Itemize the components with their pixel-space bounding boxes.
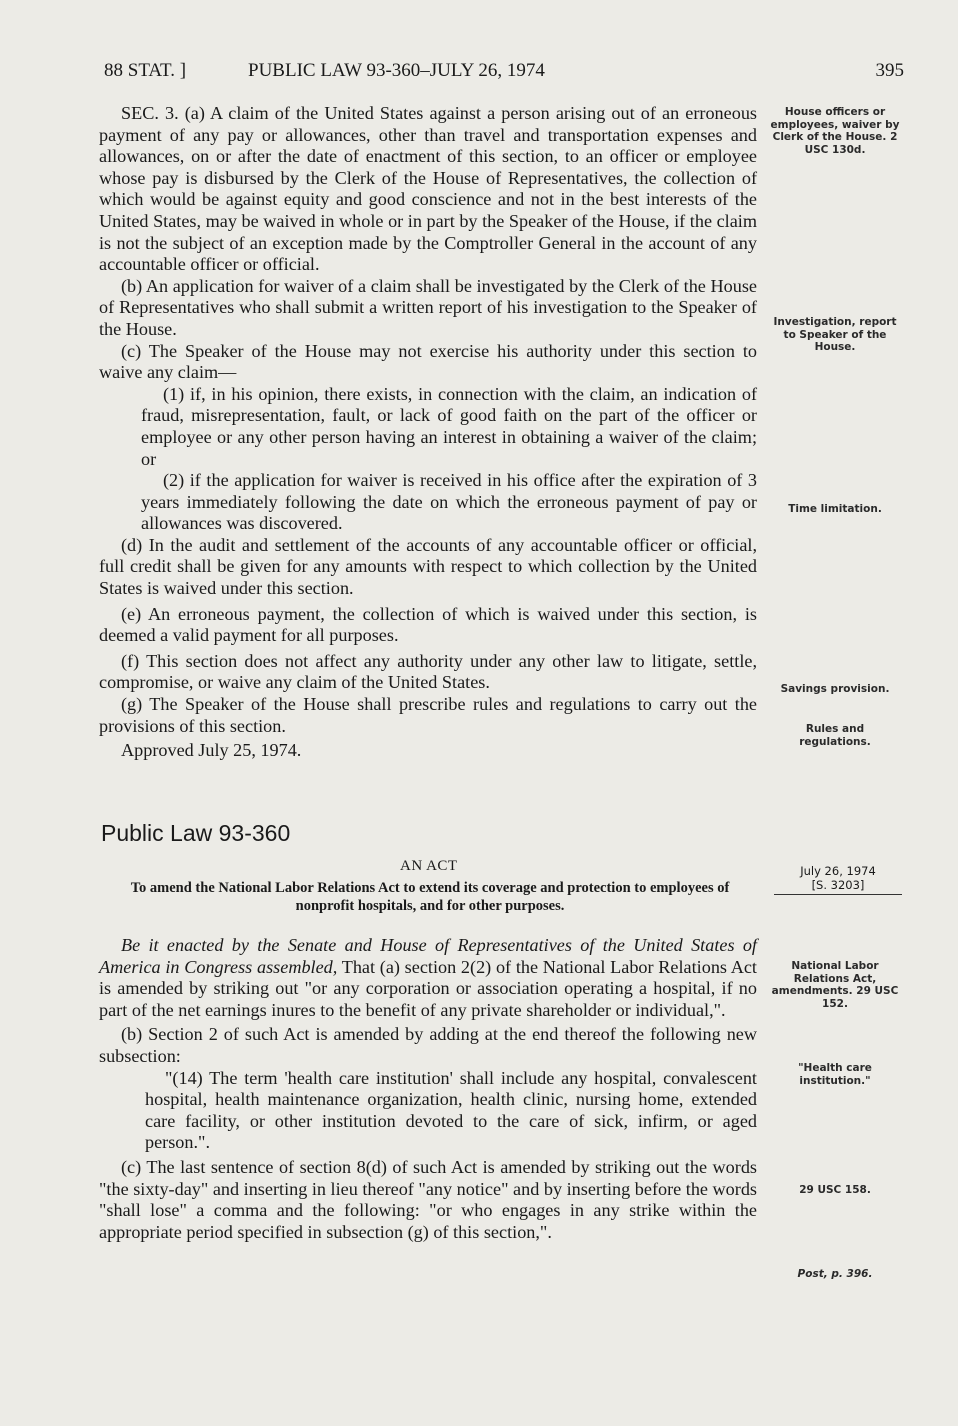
page-number: 395 <box>875 60 904 81</box>
note-post: Post, p. 396. <box>797 1268 873 1280</box>
section-1c: (c) The last sentence of section 8(d) of such Act is amended by striking out the words "the sixty-day" and inserting in lieu thereof "any notice" and by inserting before the words "shall lose" a comma and the following: "or who engages in any strike within the appropriate period specified in subsection (g) of this section,". <box>99 1156 758 1242</box>
public-law-heading: Public Law 93-360 <box>101 820 291 846</box>
section-3a: SEC. 3. (a) A claim of the United States against a person arising out of an erroneous payment of any pay or allowances, other than travel and transportation expenses and allowances, on or after the date of enactment of this section, to an officer or employee whose pay is disbursed by the Clerk of the House of Representatives, the collection of which would be against equity and good conscience and not in the best interests of the United States, may be waived in whole or in part by the Speaker of the House, if the claim is not the subject of an exception made by the Comptroller General in the account of any accountable officer or official. <box>99 103 757 275</box>
note-time-limitation: Time limitation. <box>788 503 882 515</box>
act-body <box>99 935 757 1243</box>
enacting-clause-italic: Be it enacted by the Senate and House of Representatives of the United States of America in Congress assembled, <box>99 935 757 977</box>
statute-volume: 88 STAT. ] <box>104 60 187 81</box>
note-enactment-date <box>774 864 902 895</box>
section-3c1: (1) if, in his opinion, there exists, in connection with the claim, an indication of fraud, misrepresentation, fault, or lack of good faith on the part of the officer or employee or any other person having an interest in obtaining a waiver of the claim; or <box>141 383 757 469</box>
section-3-body <box>99 103 757 762</box>
section-3e: (e) An erroneous payment, the collection of which is waived under this section, is deemed a valid payment for all purposes. <box>99 603 757 646</box>
page-header <box>0 60 958 84</box>
subsection-14: "(14) The term 'health care institution' shall include any hospital, convalescent hospital, health maintenance organization, health clinic, nursing home, extended care facility, or other institution devoted to the care of sick, infirm, or aged person.". <box>145 1067 757 1153</box>
approved-date: Approved July 25, 1974. <box>121 740 302 761</box>
note-date-line: July 26, 1974 <box>800 864 876 878</box>
section-3c: (c) The Speaker of the House may not exercise his authority under this section to waive any claim— <box>99 340 757 383</box>
note-bill-number: [S. 3203] <box>811 878 865 892</box>
act-purpose: To amend the National Labor Relations Act to extend its coverage and protection to employees of nonprofit hospitals, and for other purposes. <box>130 880 730 914</box>
note-investigation: Investigation, report to Speaker of the House. <box>773 316 897 353</box>
note-health-care: "Health care institution." <box>798 1062 872 1087</box>
section-3d: (d) In the audit and settlement of the accounts of any accountable officer or official, full credit shall be given for any amounts with respect to which collection by the United States is waived under this section. <box>99 534 757 599</box>
act-title: AN ACT <box>400 858 458 874</box>
section-1a: That (a) section 2(2) of the National Labor Relations Act is amended by striking out "or any corporation or association operating a hospital, if no part of the net earnings inures to the benefit of any private shareholder or individual,". <box>99 956 757 1020</box>
section-3c2: (2) if the application for waiver is received in his office after the expiration of 3 years immediately following the date on which the erroneous payment of pay or allowances was discovered. <box>141 470 757 534</box>
note-savings: Savings provision. <box>780 683 890 695</box>
note-nlra: National Labor Relations Act, amendments. 29 USC 152. <box>771 960 899 1010</box>
section-3b: (b) An application for waiver of a claim shall be investigated by the Clerk of the House of Representatives who shall submit a written report of his investigation to the Speaker of the House. <box>99 275 757 339</box>
section-3g: (g) The Speaker of the House shall prescribe rules and regulations to carry out the provisions of this section. <box>99 694 757 736</box>
section-1b: (b) Section 2 of such Act is amended by adding at the end thereof the following new subsection: <box>99 1024 757 1066</box>
note-29-usc-158: 29 USC 158. <box>799 1184 871 1196</box>
section-3f: (f) This section does not affect any authority under any other law to litigate, settle, compromise, or waive any claim of the United States. <box>99 650 757 693</box>
note-house-officers: House officers or employees, waiver by Clerk of the House. 2 USC 130d. <box>770 106 900 156</box>
running-title: PUBLIC LAW 93-360–JULY 26, 1974 <box>248 60 545 81</box>
enacting-clause <box>99 935 757 1021</box>
note-rules: Rules and regulations. <box>799 723 871 748</box>
